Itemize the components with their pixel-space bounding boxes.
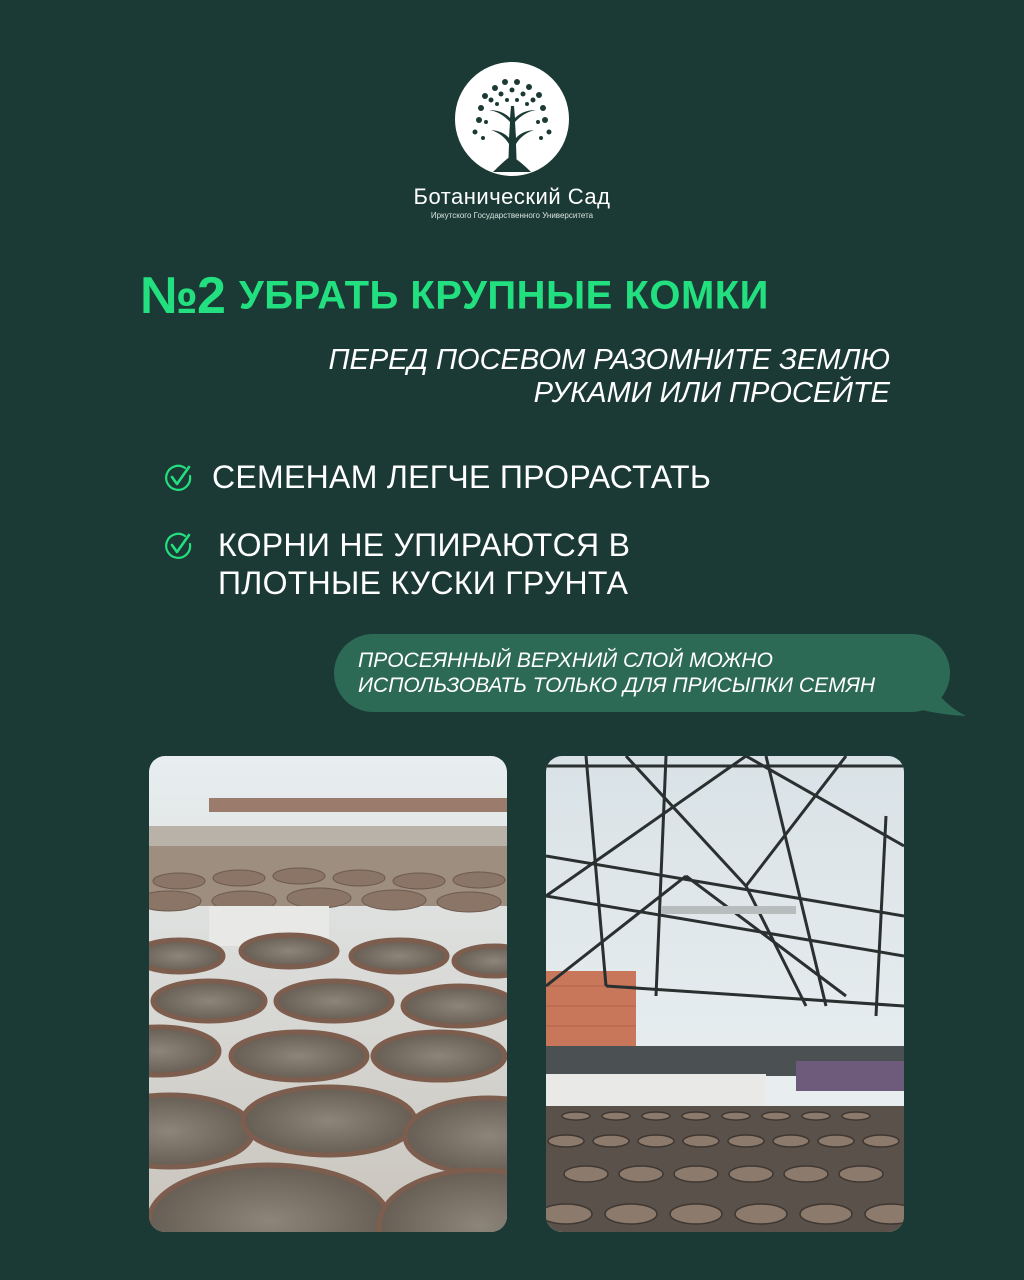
subtitle-line-1: ПЕРЕД ПОСЕВОМ РАЗОМНИТЕ ЗЕМЛЮ — [328, 344, 890, 376]
photo-soil-pots — [149, 756, 507, 1232]
photo-greenhouse — [546, 756, 904, 1232]
subtitle — [328, 344, 890, 410]
bullet-text-1 — [212, 458, 711, 496]
note-text — [358, 648, 926, 698]
tree-emblem-icon — [453, 60, 571, 178]
bullet-text-2 — [218, 526, 630, 602]
headline — [140, 266, 769, 326]
bullet-2-line-2: ПЛОТНЫЕ КУСКИ ГРУНТА — [218, 565, 629, 601]
check-circle-icon — [162, 530, 194, 562]
check-circle-icon — [162, 462, 194, 494]
note-bubble — [334, 634, 968, 720]
bullet-2-line-1: КОРНИ НЕ УПИРАЮТСЯ В — [218, 527, 631, 563]
note-line-2: ИСПОЛЬЗОВАТЬ ТОЛЬКО ДЛЯ ПРИСЫПКИ СЕМЯН — [358, 674, 876, 697]
headline-title: УБРАТЬ КРУПНЫЕ КОМКИ — [238, 273, 769, 318]
note-body — [334, 634, 950, 712]
greenhouse-illustration — [546, 756, 904, 1232]
note-line-1: ПРОСЕЯННЫЙ ВЕРХНИЙ СЛОЙ МОЖНО — [358, 649, 773, 672]
step-number: №2 — [140, 267, 225, 325]
soil-pots-illustration — [149, 756, 507, 1232]
logo-name: Ботанический Сад — [413, 184, 611, 209]
logo-subtitle: Иркутского Государственного Университета — [430, 211, 594, 220]
logo — [0, 60, 1024, 220]
bullet-item-1 — [162, 458, 711, 496]
bullet-item-2 — [162, 526, 630, 602]
subtitle-line-2: РУКАМИ ИЛИ ПРОСЕЙТЕ — [533, 377, 890, 409]
bullet-1-line-1: СЕМЕНАМ ЛЕГЧЕ ПРОРАСТАТЬ — [212, 459, 712, 495]
